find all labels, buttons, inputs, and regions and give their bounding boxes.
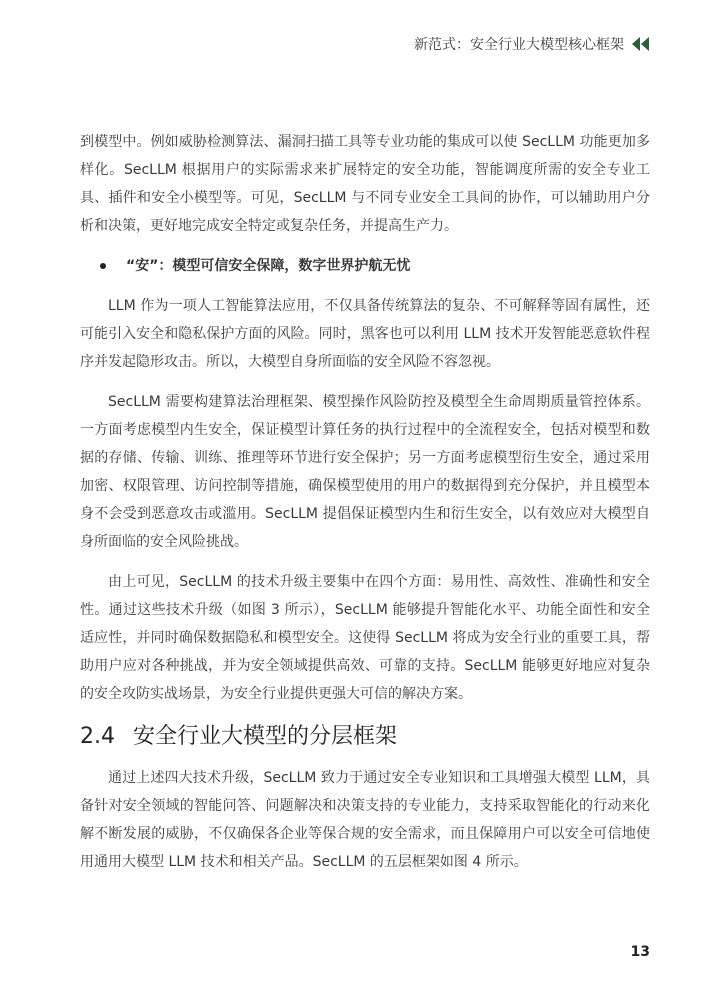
bullet-item: [100, 252, 650, 280]
page-number: 13: [630, 944, 650, 960]
paragraph: 到模型中。例如威胁检测算法、漏洞扫描工具等专业功能的集成可以使 SecLLM 功能更加多样化。SecLLM 根据用户的实际需求来扩展特定的安全功能，智能调度所需的安全专业工具、插件和安全小模型等。可见，SecLLM 与不同专业安全工具间的协作，可以辅助用户分析和决策，更好地完成安全特定或复杂任务，并提高生产力。: [80, 134, 650, 234]
section-title: 安全行业大模型的分层框架: [133, 724, 398, 749]
bullet-text: “安”：模型可信安全保障，数字世界护航无忧: [126, 258, 411, 274]
section-number: 2.4: [80, 724, 115, 749]
paragraph: 由上可见，SecLLM 的技术升级主要集中在四个方面：易用性、高效性、准确性和安全性。通过这些技术升级（如图 3 所示），SecLLM 能够提升智能化水平、功能全面性和安全适应性，并同时确保数据隐私和模型安全。这使得 SecLLM 将成为安全行业的重要工具，帮助用户应对各种挑战，并为安全领域提供高效、可靠的支持。SecLLM 能够更好地应对复杂的安全攻防实战场景，为安全行业提供更强大可信的解决方案。: [80, 574, 650, 702]
paragraph: 通过上述四大技术升级，SecLLM 致力于通过安全专业知识和工具增强大模型 LLM，具备针对安全领域的智能问答、问题解决和决策支持的专业能力，支持采取智能化的行动来化解不断发展的威胁，不仅确保各企业等保合规的安全需求，而且保障用户可以安全可信地使用通用大模型 LLM 技术和相关产品。SecLLM 的五层框架如图 4 所示。: [80, 770, 650, 870]
double-chevron-left-icon: [632, 37, 650, 51]
section-heading: [80, 720, 650, 754]
running-header: [414, 34, 650, 54]
page-body: [80, 128, 650, 888]
paragraph: SecLLM 需要构建算法治理框架、模型操作风险防控及模型全生命周期质量管控体系。一方面考虑模型内生安全，保证模型计算任务的执行过程中的全流程安全，包括对模型和数据的存储、传输、训练、推理等环节进行安全保护；另一方面考虑模型衍生安全，通过采用加密、权限管理、访问控制等措施，确保模型使用的用户的数据得到充分保护，并且模型本身不会受到恶意攻击或滥用。SecLLM 提倡保证模型内生和衍生安全，以有效应对大模型自身所面临的安全风险挑战。: [80, 394, 650, 550]
header-title: 新范式：安全行业大模型核心框架: [414, 37, 624, 53]
paragraph: LLM 作为一项人工智能算法应用，不仅具备传统算法的复杂、不可解释等固有属性，还可能引入安全和隐私保护方面的风险。同时，黑客也可以利用 LLM 技术开发智能恶意软件程序并发起隐形攻击。所以，大模型自身所面临的安全风险不容忽视。: [80, 298, 650, 370]
bullet-dot-icon: [100, 263, 106, 269]
